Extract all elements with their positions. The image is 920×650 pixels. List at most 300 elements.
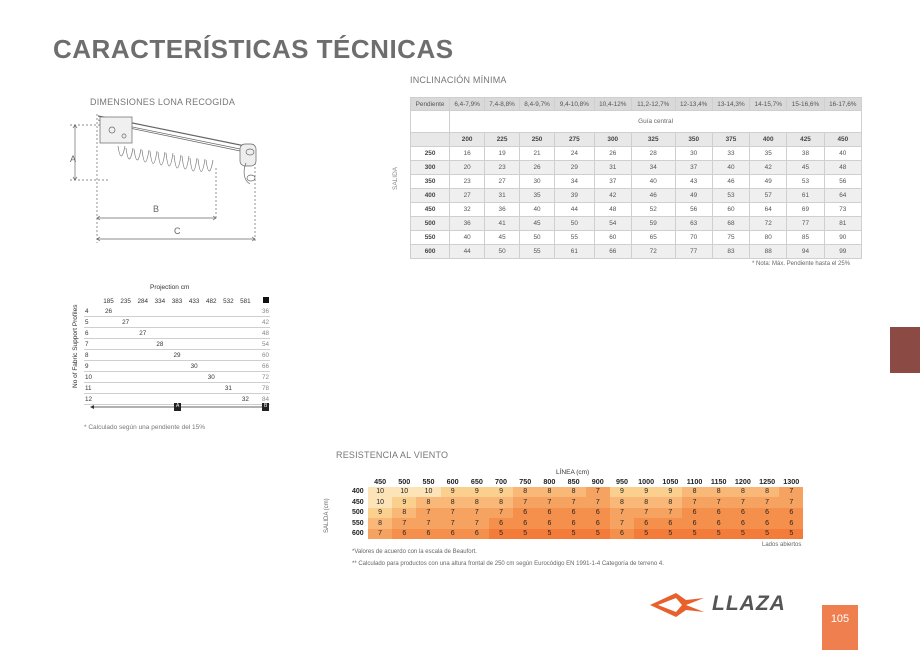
- table-row: [411, 217, 862, 231]
- beaufort-cell: 8: [489, 497, 513, 508]
- projection-column: 334: [154, 297, 166, 305]
- beaufort-cell: 7: [779, 497, 803, 508]
- table-row: [352, 529, 803, 540]
- viento-note-2: ** Calculado para productos con una altura frontal de 250 cm según Eurocódigo EN 1991-1-4 Categoría de terreno 4.: [352, 561, 664, 567]
- value-cell: 40: [824, 147, 861, 161]
- beaufort-cell: 7: [465, 508, 489, 519]
- salida-cell: 500: [411, 217, 450, 231]
- value-cell: 20: [450, 161, 485, 175]
- beaufort-cell: 7: [441, 518, 465, 529]
- value-cell: 56: [675, 203, 712, 217]
- linea-column: 500: [398, 476, 411, 486]
- value-cell: 68: [712, 217, 749, 231]
- beaufort-cell: 9: [465, 487, 489, 498]
- beaufort-cell: 5: [562, 529, 586, 540]
- salida-cell: 550: [411, 231, 450, 245]
- page-title: CARACTERÍSTICAS TÉCNICAS: [53, 34, 454, 64]
- table-row: [352, 518, 803, 529]
- beaufort-cell: 7: [586, 497, 610, 508]
- table-row: [84, 306, 270, 317]
- projection-end-value: 54: [254, 339, 270, 350]
- beaufort-cell: 8: [755, 487, 779, 498]
- beaufort-cell: 7: [707, 497, 731, 508]
- beaufort-cell: 6: [610, 529, 634, 540]
- beaufort-cell: 5: [707, 529, 731, 540]
- pendiente-cell: 9,4-10,8%: [555, 98, 595, 111]
- beaufort-cell: 5: [489, 529, 513, 540]
- value-cell: 35: [750, 147, 787, 161]
- beaufort-cell: 10: [368, 487, 392, 498]
- projection-value: 30: [186, 361, 203, 372]
- beaufort-cell: 10: [368, 497, 392, 508]
- beaufort-cell: 5: [586, 529, 610, 540]
- value-cell: 48: [594, 203, 631, 217]
- beaufort-cell: 6: [537, 518, 561, 529]
- beaufort-cell: 6: [441, 529, 465, 540]
- projection-column: 185: [103, 297, 114, 305]
- pendiente-cell: 15-16,6%: [787, 98, 824, 111]
- brand-logo: LLAZA: [712, 592, 786, 615]
- inclinacion-table: [410, 97, 862, 259]
- beaufort-cell: 6: [707, 518, 731, 529]
- beaufort-cell: 6: [513, 508, 537, 519]
- viento-title: RESISTENCIA AL VIENTO: [336, 450, 449, 460]
- lados-abiertos: Lados abiertos: [762, 542, 802, 548]
- value-cell: 48: [824, 161, 861, 175]
- value-cell: 46: [631, 189, 675, 203]
- profile-count: 6: [84, 328, 100, 339]
- value-cell: 30: [520, 175, 555, 189]
- inclinacion-title: INCLINACIÓN MÍNIMA: [410, 75, 507, 85]
- value-cell: 32: [450, 203, 485, 217]
- value-cell: 41: [485, 217, 520, 231]
- beaufort-cell: 6: [416, 529, 440, 540]
- beaufort-cell: 8: [513, 487, 537, 498]
- beaufort-cell: 7: [513, 497, 537, 508]
- value-cell: 90: [824, 231, 861, 245]
- beaufort-cell: 7: [682, 497, 706, 508]
- dimensiones-title: DIMENSIONES LONA RECOGIDA: [90, 97, 236, 107]
- value-cell: 59: [631, 217, 675, 231]
- pendiente-cell: 13-14,3%: [712, 98, 749, 111]
- linea-column: 650: [470, 476, 483, 486]
- value-cell: 40: [520, 203, 555, 217]
- beaufort-cell: 6: [755, 518, 779, 529]
- pendiente-cell: 7,4-8,8%: [485, 98, 520, 111]
- pendiente-cell: 14-15,7%: [750, 98, 787, 111]
- linea-header: 200: [450, 133, 485, 147]
- table-row: [411, 147, 862, 161]
- beaufort-cell: 9: [368, 508, 392, 519]
- value-cell: 66: [594, 245, 631, 259]
- table-row: [84, 350, 270, 361]
- profile-count: 10: [84, 372, 100, 383]
- value-cell: 21: [520, 147, 555, 161]
- projection-end-value: 42: [254, 317, 270, 328]
- value-cell: 28: [631, 147, 675, 161]
- salida-cell: 400: [411, 189, 450, 203]
- beaufort-cell: 8: [707, 487, 731, 498]
- linea-header: 350: [675, 133, 712, 147]
- value-cell: 72: [631, 245, 675, 259]
- value-cell: 16: [450, 147, 485, 161]
- projection-value: 30: [203, 372, 220, 383]
- beaufort-cell: 6: [562, 508, 586, 519]
- salida-cell: 600: [411, 245, 450, 259]
- beaufort-cell: 6: [731, 508, 755, 519]
- projection-column: 581: [240, 297, 251, 305]
- beaufort-cell: 5: [731, 529, 755, 540]
- value-cell: 40: [712, 161, 749, 175]
- beaufort-cell: 5: [755, 529, 779, 540]
- value-cell: 60: [594, 231, 631, 245]
- guia-central-label: Guía central: [450, 111, 862, 133]
- value-cell: 38: [787, 147, 824, 161]
- linea-column: 1250: [759, 476, 776, 486]
- pendiente-cell: 6,4-7,9%: [450, 98, 485, 111]
- projection-value: 31: [220, 383, 237, 394]
- projection-end-value: 84: [254, 394, 270, 405]
- projection-value: 32: [237, 394, 254, 405]
- profile-count: 5: [84, 317, 100, 328]
- salida-cell: 450: [411, 203, 450, 217]
- beaufort-cell: 7: [658, 508, 682, 519]
- value-cell: 72: [750, 217, 787, 231]
- value-cell: 33: [712, 147, 749, 161]
- linea-header: 250: [520, 133, 555, 147]
- beaufort-cell: 8: [562, 487, 586, 498]
- value-cell: 77: [787, 217, 824, 231]
- profile-count: 12: [84, 394, 100, 405]
- value-cell: 50: [555, 217, 595, 231]
- linea-column: 1300: [783, 476, 800, 486]
- table-row: [84, 383, 270, 394]
- linea-column: 700: [495, 476, 508, 486]
- beaufort-cell: 6: [658, 518, 682, 529]
- beaufort-cell: 8: [610, 497, 634, 508]
- value-cell: 40: [631, 175, 675, 189]
- beaufort-cell: 7: [416, 518, 440, 529]
- value-cell: 26: [520, 161, 555, 175]
- value-cell: 27: [450, 189, 485, 203]
- pendiente-cell: 10,4-12%: [594, 98, 631, 111]
- beaufort-cell: 6: [779, 508, 803, 519]
- table-row: [352, 487, 803, 498]
- beaufort-cell: 8: [658, 497, 682, 508]
- linea-header: 400: [750, 133, 787, 147]
- projection-end-value: 48: [254, 328, 270, 339]
- value-cell: 40: [450, 231, 485, 245]
- projection-value: 28: [151, 339, 168, 350]
- value-cell: 83: [712, 245, 749, 259]
- pendiente-cell: 11,2-12,7%: [631, 98, 675, 111]
- linea-column: 1150: [710, 476, 727, 486]
- beaufort-cell: 9: [610, 487, 634, 498]
- linea-column: 950: [615, 476, 628, 486]
- salida-cell: 450: [352, 498, 364, 506]
- beaufort-cell: 6: [562, 518, 586, 529]
- salida-cell: 500: [352, 509, 364, 517]
- beaufort-cell: 10: [416, 487, 440, 498]
- linea-column: 550: [422, 476, 435, 486]
- value-cell: 57: [750, 189, 787, 203]
- projection-end-value: 72: [254, 372, 270, 383]
- value-cell: 52: [631, 203, 675, 217]
- beaufort-cell: 8: [368, 518, 392, 529]
- beaufort-cell: 6: [586, 518, 610, 529]
- dimension-b-label: B: [153, 204, 160, 214]
- value-cell: 45: [787, 161, 824, 175]
- beaufort-cell: 6: [489, 518, 513, 529]
- value-cell: 64: [824, 189, 861, 203]
- value-cell: 55: [520, 245, 555, 259]
- beaufort-cell: 6: [392, 529, 416, 540]
- profile-count: 9: [84, 361, 100, 372]
- value-cell: 31: [594, 161, 631, 175]
- beaufort-cell: 6: [731, 518, 755, 529]
- projection-value: 26: [100, 306, 117, 317]
- salida-cell: 600: [352, 530, 364, 538]
- beaufort-cell: 7: [634, 508, 658, 519]
- beaufort-cell: 5: [682, 529, 706, 540]
- profile-count: 8: [84, 350, 100, 361]
- table-row: [84, 317, 270, 328]
- projection-end-value: 60: [254, 350, 270, 361]
- value-cell: 37: [594, 175, 631, 189]
- beaufort-cell: 6: [537, 508, 561, 519]
- value-cell: 54: [594, 217, 631, 231]
- viento-table: [352, 476, 803, 539]
- side-tab: [890, 327, 920, 373]
- beaufort-cell: 7: [489, 508, 513, 519]
- value-cell: 94: [787, 245, 824, 259]
- projection-end-value: 66: [254, 361, 270, 372]
- beaufort-cell: 6: [465, 529, 489, 540]
- value-cell: 36: [485, 203, 520, 217]
- value-cell: 73: [824, 203, 861, 217]
- value-cell: 24: [555, 147, 595, 161]
- pendiente-header: Pendiente: [411, 98, 450, 111]
- beaufort-cell: 9: [634, 487, 658, 498]
- viento-salida-label: SALIDA (cm): [324, 498, 330, 533]
- value-cell: 53: [787, 175, 824, 189]
- projection-column: 284: [137, 297, 149, 305]
- linea-header: 425: [787, 133, 824, 147]
- profile-count: 4: [84, 306, 100, 317]
- pendiente-cell: 8,4-9,7%: [520, 98, 555, 111]
- projection-arrow: [88, 402, 272, 414]
- value-cell: 26: [594, 147, 631, 161]
- beaufort-cell: 9: [441, 487, 465, 498]
- profile-count: 7: [84, 339, 100, 350]
- value-cell: 29: [555, 161, 595, 175]
- table-row: [411, 175, 862, 189]
- value-cell: 45: [520, 217, 555, 231]
- beaufort-cell: 5: [658, 529, 682, 540]
- projection-table: [84, 296, 270, 405]
- value-cell: 63: [675, 217, 712, 231]
- projection-note: * Calculado según una pendiente del 15%: [84, 424, 206, 431]
- projection-value: 27: [117, 317, 134, 328]
- beaufort-cell: 7: [562, 497, 586, 508]
- table-row: [352, 508, 803, 519]
- beaufort-cell: 7: [368, 529, 392, 540]
- beaufort-cell: 7: [441, 508, 465, 519]
- projection-ylabel: No of Fabric Support Profiles: [72, 304, 79, 388]
- value-cell: 31: [485, 189, 520, 203]
- projection-title: Projection cm: [150, 284, 190, 291]
- linea-column: 1050: [662, 476, 679, 486]
- value-cell: 30: [675, 147, 712, 161]
- linea-header: 275: [555, 133, 595, 147]
- beaufort-cell: 8: [441, 497, 465, 508]
- beaufort-cell: 6: [634, 518, 658, 529]
- linea-header: 325: [631, 133, 675, 147]
- value-cell: 46: [712, 175, 749, 189]
- projection-column: 433: [188, 297, 200, 305]
- inclinacion-note: * Nota: Máx. Pendiente hasta el 25%: [752, 261, 851, 267]
- table-row: [84, 339, 270, 350]
- beaufort-cell: 5: [634, 529, 658, 540]
- table-row: [84, 361, 270, 372]
- value-cell: 70: [675, 231, 712, 245]
- pendiente-cell: 16-17,6%: [824, 98, 861, 111]
- beaufort-cell: 10: [392, 487, 416, 498]
- value-cell: 44: [555, 203, 595, 217]
- linea-header: 225: [485, 133, 520, 147]
- value-cell: 43: [675, 175, 712, 189]
- value-cell: 50: [485, 245, 520, 259]
- value-cell: 42: [594, 189, 631, 203]
- beaufort-cell: 8: [537, 487, 561, 498]
- salida-cell: 350: [411, 175, 450, 189]
- value-cell: 80: [750, 231, 787, 245]
- arrow-mid-label: A: [176, 403, 180, 409]
- table-row: [411, 203, 862, 217]
- salida-cell: 550: [352, 519, 364, 527]
- projection-end-value: 78: [254, 383, 270, 394]
- dimension-a-label: A: [70, 154, 77, 164]
- value-cell: 88: [750, 245, 787, 259]
- value-cell: 65: [631, 231, 675, 245]
- table-row: [411, 231, 862, 245]
- beaufort-cell: 5: [779, 529, 803, 540]
- beaufort-cell: 8: [392, 508, 416, 519]
- linea-column: 450: [374, 476, 387, 486]
- linea-column: 900: [591, 476, 604, 486]
- incl-salida-label: SALIDA: [392, 166, 399, 190]
- linea-header: 375: [712, 133, 749, 147]
- projection-column: 235: [120, 297, 131, 305]
- value-cell: 19: [485, 147, 520, 161]
- beaufort-cell: 9: [489, 487, 513, 498]
- value-cell: 35: [520, 189, 555, 203]
- beaufort-cell: 7: [416, 508, 440, 519]
- value-cell: 50: [520, 231, 555, 245]
- value-cell: 23: [450, 175, 485, 189]
- salida-cell: 250: [411, 147, 450, 161]
- value-cell: 81: [824, 217, 861, 231]
- beaufort-cell: 6: [586, 508, 610, 519]
- viento-note-1: *Valores de acuerdo con la escala de Beaufort.: [352, 549, 477, 555]
- beaufort-cell: 8: [634, 497, 658, 508]
- linea-header: 450: [824, 133, 861, 147]
- beaufort-cell: 7: [779, 487, 803, 498]
- value-cell: 23: [485, 161, 520, 175]
- value-cell: 75: [712, 231, 749, 245]
- beaufort-cell: 6: [682, 518, 706, 529]
- value-cell: 42: [750, 161, 787, 175]
- value-cell: 77: [675, 245, 712, 259]
- awning-diagram: [70, 108, 270, 243]
- value-cell: 37: [675, 161, 712, 175]
- beaufort-cell: 9: [658, 487, 682, 498]
- beaufort-cell: 5: [513, 529, 537, 540]
- table-row: [411, 245, 862, 259]
- viento-linea-label: LÍNEA (cm): [556, 469, 590, 476]
- linea-column: 600: [446, 476, 459, 486]
- value-cell: 27: [485, 175, 520, 189]
- projection-column: 532: [223, 297, 234, 305]
- projection-value: 29: [168, 350, 185, 361]
- value-cell: 69: [787, 203, 824, 217]
- value-cell: 39: [555, 189, 595, 203]
- table-row: [84, 372, 270, 383]
- projection-value: 27: [134, 328, 151, 339]
- value-cell: 56: [824, 175, 861, 189]
- value-cell: 61: [787, 189, 824, 203]
- value-cell: 55: [555, 231, 595, 245]
- table-row: [84, 328, 270, 339]
- value-cell: 44: [450, 245, 485, 259]
- beaufort-cell: 7: [610, 508, 634, 519]
- projection-column: 383: [171, 297, 183, 305]
- beaufort-cell: 8: [465, 497, 489, 508]
- beaufort-cell: 6: [682, 508, 706, 519]
- value-cell: 60: [712, 203, 749, 217]
- arrow-end-label: B: [264, 403, 268, 409]
- beaufort-cell: 8: [731, 487, 755, 498]
- linea-column: 1000: [638, 476, 655, 486]
- projection-end-value: 36: [254, 306, 270, 317]
- value-cell: 49: [675, 189, 712, 203]
- table-row: [411, 189, 862, 203]
- value-cell: 61: [555, 245, 595, 259]
- pendiente-cell: 12-13,4%: [675, 98, 712, 111]
- table-row: [352, 497, 803, 508]
- beaufort-cell: 6: [755, 508, 779, 519]
- projection-column: 482: [205, 297, 217, 305]
- beaufort-cell: 8: [682, 487, 706, 498]
- value-cell: 49: [750, 175, 787, 189]
- linea-column: 1200: [734, 476, 751, 486]
- dimension-c-label: C: [174, 226, 181, 236]
- beaufort-cell: 7: [537, 497, 561, 508]
- linea-column: 850: [567, 476, 580, 486]
- beaufort-cell: 8: [416, 497, 440, 508]
- linea-column: 1100: [686, 476, 703, 486]
- beaufort-cell: 7: [465, 518, 489, 529]
- page-number: 105: [822, 605, 858, 650]
- value-cell: 99: [824, 245, 861, 259]
- table-row: [411, 161, 862, 175]
- beaufort-cell: 7: [755, 497, 779, 508]
- value-cell: 45: [485, 231, 520, 245]
- beaufort-cell: 7: [731, 497, 755, 508]
- value-cell: 34: [631, 161, 675, 175]
- black-square-icon: [263, 297, 269, 303]
- beaufort-cell: 6: [779, 518, 803, 529]
